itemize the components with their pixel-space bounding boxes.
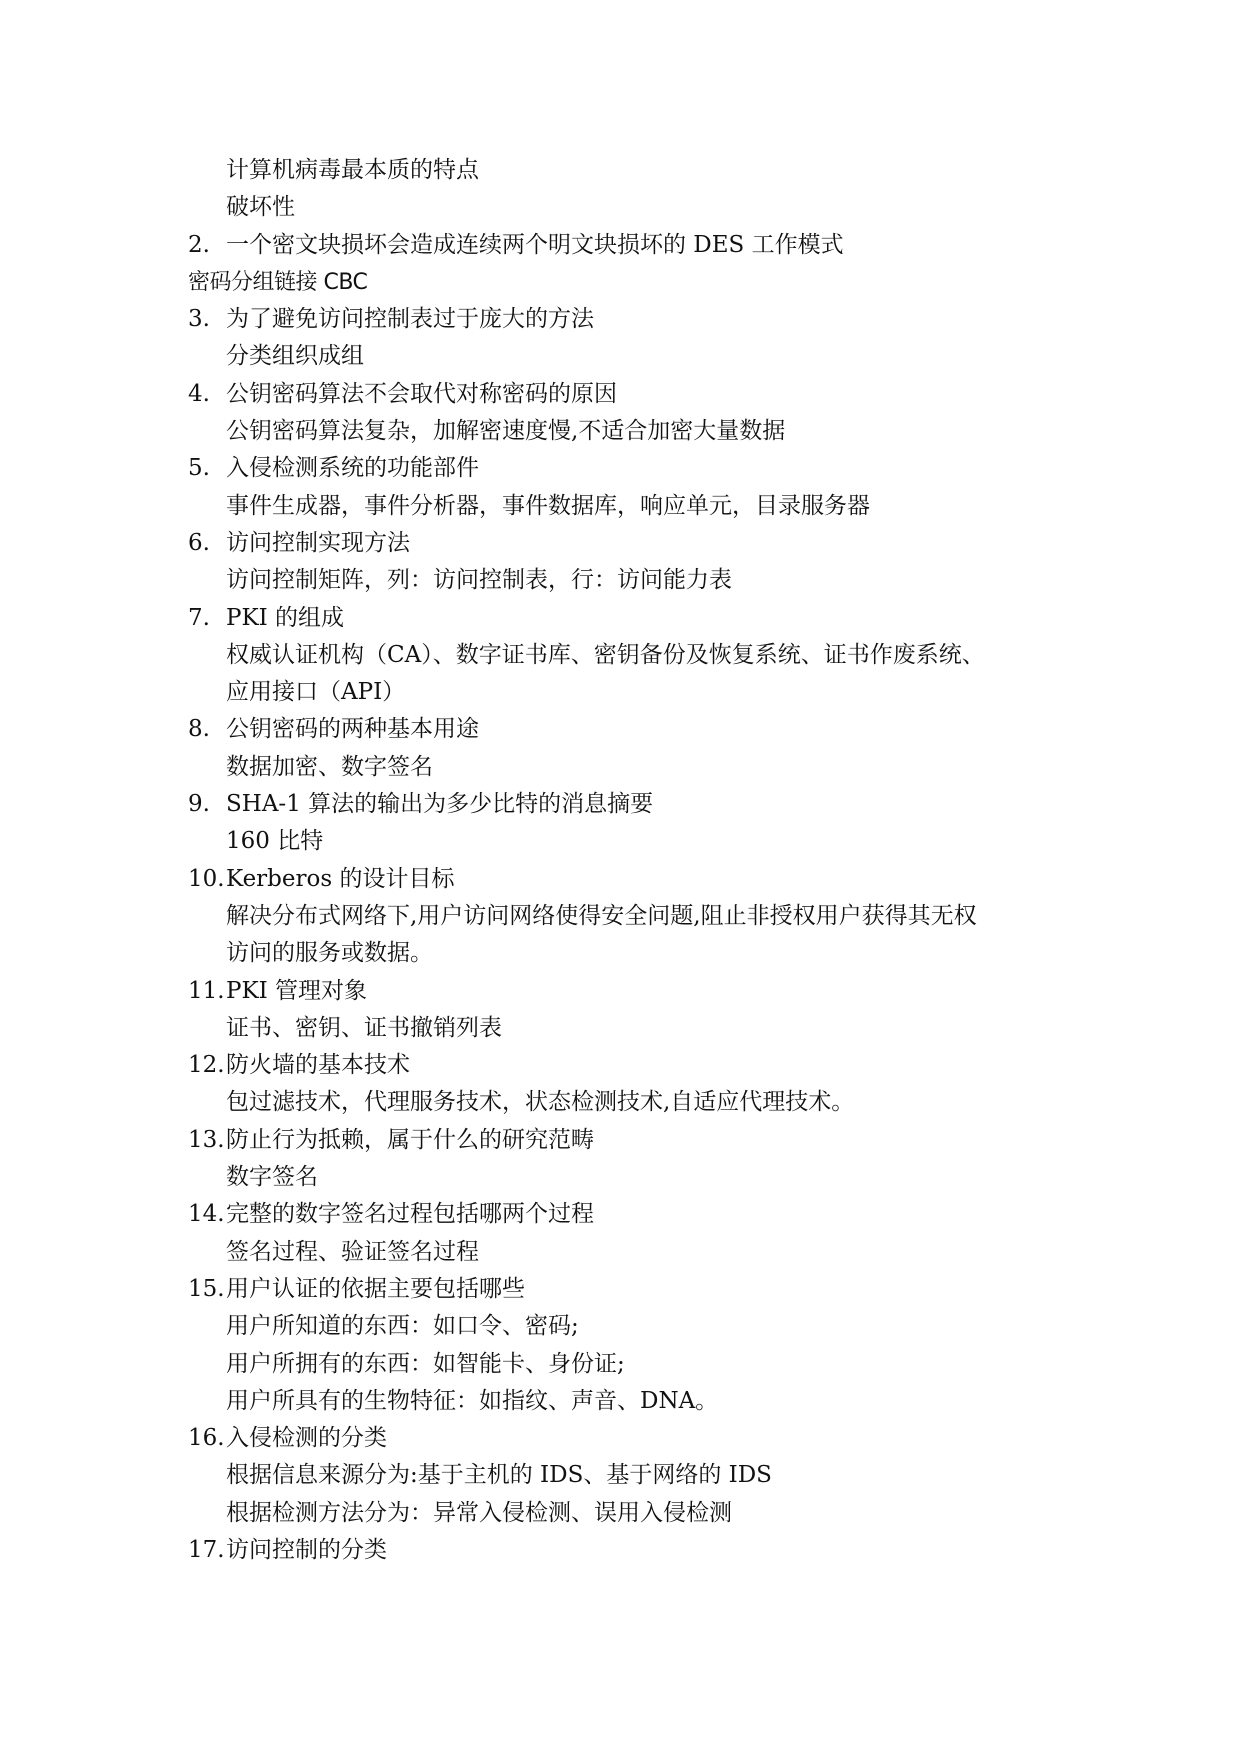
question-text: 用户认证的依据主要包括哪些 — [226, 1275, 525, 1302]
question-text: 完整的数字签名过程包括哪两个过程 — [226, 1201, 594, 1228]
question-line — [188, 1047, 1068, 1084]
answer-line: 证书、密钥、证书撤销列表 — [226, 1014, 502, 1041]
question-text: PKI 的组成 — [226, 604, 345, 631]
question-number: 6. — [188, 529, 210, 556]
question-number: 11. — [188, 977, 225, 1004]
question-number: 9. — [188, 791, 210, 818]
question-line — [188, 301, 1068, 338]
question-line — [188, 525, 1068, 562]
answer-line: 用户所拥有的东西：如智能卡、身份证; — [226, 1350, 625, 1377]
document-body — [188, 152, 1068, 1569]
answer-line: 用户所具有的生物特征：如指纹、声音、DNA。 — [226, 1387, 719, 1414]
question-number: 10. — [188, 865, 225, 892]
question-number: 2. — [188, 231, 210, 258]
question-line — [188, 973, 1068, 1010]
question-number: 5. — [188, 455, 210, 482]
question-text: 入侵检测系统的功能部件 — [226, 455, 479, 482]
question-text: 公钥密码的两种基本用途 — [226, 716, 479, 743]
question-line — [188, 376, 1068, 413]
question-number: 17. — [188, 1536, 225, 1563]
question-number: 16. — [188, 1425, 225, 1452]
answer-line: 根据信息来源分为:基于主机的 IDS、基于网络的 IDS — [226, 1462, 772, 1489]
answer-line: 公钥密码算法复杂，加解密速度慢,不适合加密大量数据 — [226, 418, 786, 445]
answer-line: 权威认证机构（CA）、数字证书库、密钥备份及恢复系统、证书作废系统、 — [226, 641, 985, 668]
answer-line: 计算机病毒最本质的特点 — [226, 157, 479, 183]
question-text: 防火墙的基本技术 — [226, 1052, 410, 1079]
answer-line: 签名过程、验证签名过程 — [226, 1238, 479, 1265]
question-number: 8. — [188, 716, 210, 743]
question-line — [188, 711, 1068, 748]
answer-line: 用户所知道的东西：如口令、密码; — [226, 1313, 579, 1340]
answer-line: 分类组织成组 — [226, 343, 364, 370]
question-text: 一个密文块损坏会造成连续两个明文块损坏的 DES 工作模式 — [226, 231, 844, 258]
question-number: 14. — [188, 1201, 225, 1228]
question-line — [188, 1271, 1068, 1308]
question-text: PKI 管理对象 — [226, 977, 368, 1004]
answer-line: 访问控制矩阵，列：访问控制表，行：访问能力表 — [226, 567, 732, 594]
question-line — [188, 1532, 1068, 1569]
answer-line: 密码分组链接 CBC — [188, 269, 368, 295]
question-number: 12. — [188, 1052, 225, 1079]
question-line — [188, 1122, 1068, 1159]
question-number: 13. — [188, 1126, 225, 1153]
question-number: 3. — [188, 306, 210, 333]
question-text: 防止行为抵赖，属于什么的研究范畴 — [226, 1126, 594, 1153]
question-text: 访问控制实现方法 — [226, 529, 410, 556]
question-line — [188, 600, 1068, 637]
question-text: 为了避免访问控制表过于庞大的方法 — [226, 306, 594, 333]
answer-line: 数据加密、数字签名 — [226, 753, 433, 780]
question-text: Kerberos 的设计目标 — [226, 865, 455, 892]
answer-line: 160 比特 — [226, 828, 324, 855]
question-number: 15. — [188, 1275, 225, 1302]
question-text: SHA-1 算法的输出为多少比特的消息摘要 — [226, 791, 654, 818]
answer-line: 根据检测方法分为：异常入侵检测、误用入侵检测 — [226, 1499, 732, 1526]
answer-line: 应用接口（API） — [226, 679, 406, 706]
question-number: 7. — [188, 604, 210, 631]
question-text: 访问控制的分类 — [226, 1536, 387, 1563]
question-line — [188, 450, 1068, 487]
question-line — [188, 786, 1068, 823]
question-number: 4. — [188, 380, 210, 407]
answer-line: 解决分布式网络下,用户访问网络使得安全问题,阻止非授权用户获得其无权 — [226, 902, 977, 929]
answer-line: 事件生成器，事件分析器，事件数据库，响应单元，目录服务器 — [226, 492, 870, 519]
question-line — [188, 861, 1068, 898]
answer-line: 访问的服务或数据。 — [226, 940, 433, 967]
question-text: 公钥密码算法不会取代对称密码的原因 — [226, 380, 617, 407]
question-line — [188, 227, 1068, 264]
question-line — [188, 1196, 1068, 1233]
question-line — [188, 1420, 1068, 1457]
answer-line: 包过滤技术，代理服务技术，状态检测技术,自适应代理技术。 — [226, 1089, 855, 1116]
question-text: 入侵检测的分类 — [226, 1425, 387, 1452]
answer-line: 破坏性 — [226, 194, 295, 221]
answer-line: 数字签名 — [226, 1164, 318, 1191]
